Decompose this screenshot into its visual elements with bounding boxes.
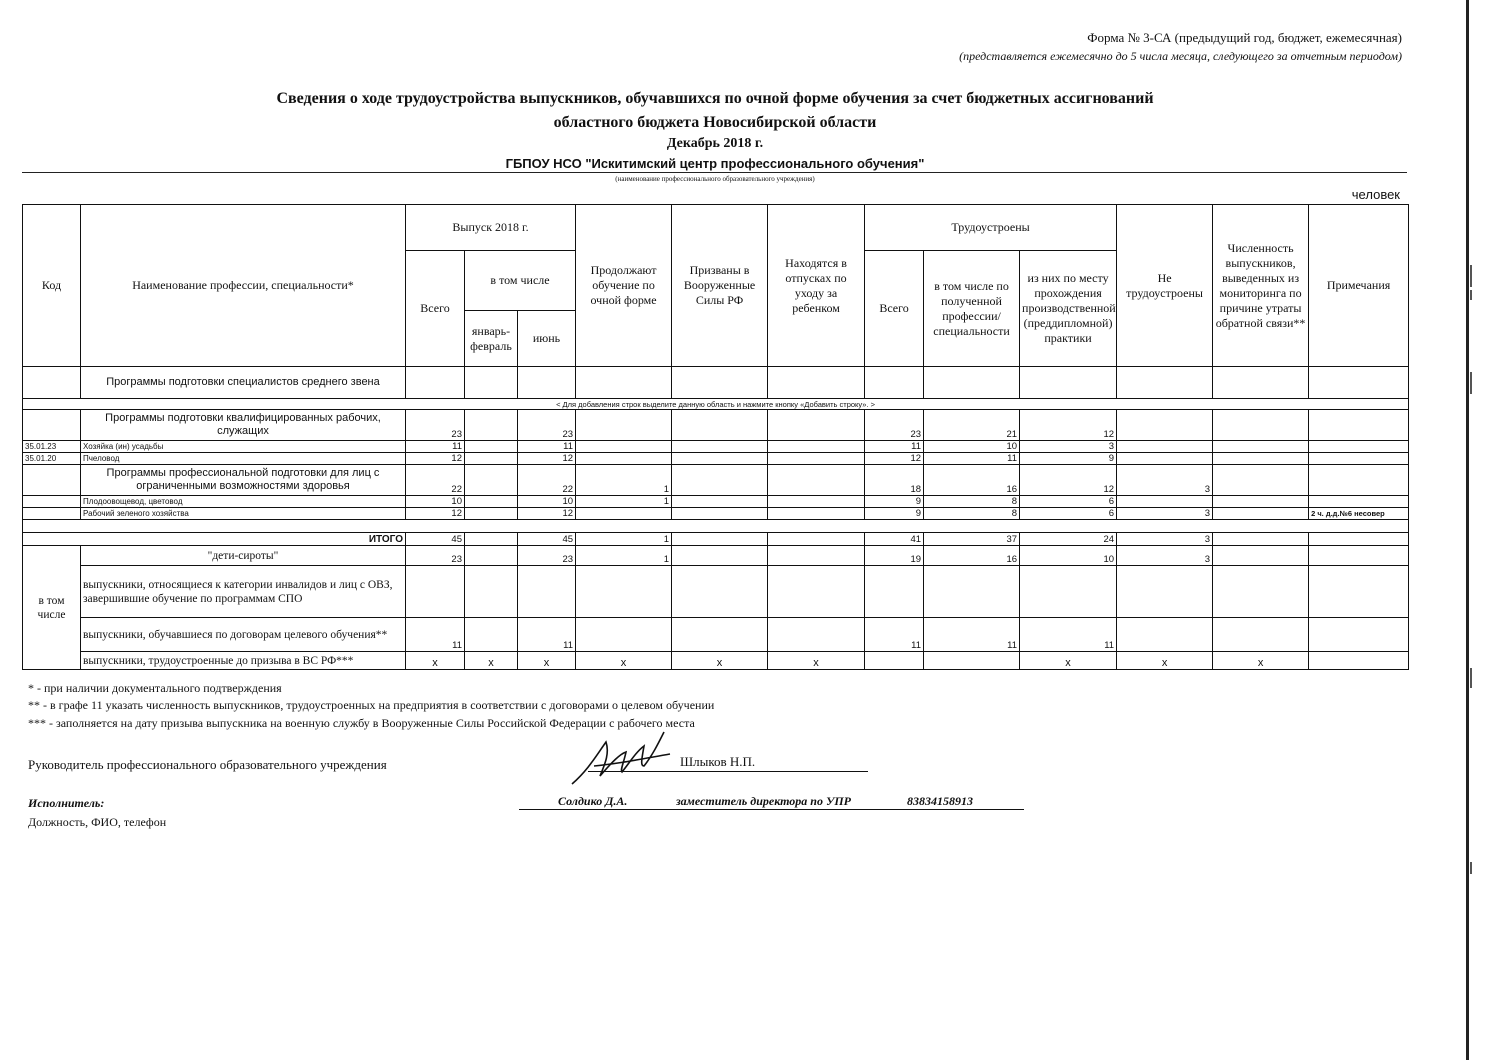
cell-total: 11 [406, 618, 465, 652]
header-code: Код [23, 205, 81, 367]
header-lost-contact: Численность выпускников, выведенных из мониторинга по причине утраты обратной связи** [1213, 205, 1309, 367]
organization-name: ГБПОУ НСО "Искитимский центр профессионального обучения" [505, 156, 925, 171]
cell-not-employed: 3 [1117, 546, 1213, 566]
cell-continue: 1 [576, 465, 672, 496]
cell-emp-prof: 8 [924, 508, 1020, 520]
cell-not-employed [1117, 496, 1213, 508]
cell-total: 12 [406, 508, 465, 520]
cell-emp-prof: 11 [924, 453, 1020, 465]
header-emp-total: Всего [865, 251, 924, 367]
cell-continue [576, 508, 672, 520]
margin-mark [1470, 372, 1472, 394]
header-army: Призваны в Вооруженные Силы РФ [672, 205, 768, 367]
head-sign-line [588, 771, 868, 772]
cell-june: 22 [518, 465, 576, 496]
cell-emp-prof: 8 [924, 496, 1020, 508]
cell-emp-total: 23 [865, 410, 924, 441]
cell-june: 12 [518, 453, 576, 465]
cell-code: 35.01.20 [23, 453, 81, 465]
cell-x: x [672, 652, 768, 670]
cell-emp-total: 11 [865, 441, 924, 453]
sub-army-label: выпускники, трудоустроенные до призыва в ВС РФ*** [81, 652, 406, 670]
cell-june: 23 [518, 410, 576, 441]
section-specialists: Программы подготовки специалистов среднего звена [81, 367, 406, 399]
cell-x: x [518, 652, 576, 670]
cell-emp-practice: 6 [1020, 496, 1117, 508]
unit-label: человек [1351, 187, 1400, 202]
cell-emp-practice: 12 [1020, 465, 1117, 496]
head-label: Руководитель профессионального образовательного учреждения [28, 757, 387, 772]
cell-emp-prof: 37 [924, 533, 1020, 546]
cell-total: 23 [406, 410, 465, 441]
organization-underline [22, 172, 1407, 173]
cell-june: 11 [518, 441, 576, 453]
cell-emp-practice: 12 [1020, 410, 1117, 441]
table-row [23, 496, 1409, 508]
executor-name: Солдико Д.А. [558, 794, 628, 808]
header-release: Выпуск 2018 г. [406, 205, 576, 251]
cell-x: x [1213, 652, 1309, 670]
cell-emp-total: 41 [865, 533, 924, 546]
head-name: Шлыков Н.П. [680, 754, 756, 769]
cell-june: 23 [518, 546, 576, 566]
cell-total: 10 [406, 496, 465, 508]
cell-x: x [768, 652, 865, 670]
executor-sign-line [519, 809, 1024, 810]
header-emp-by-profession: в том числе по полученной профессии/ специальности [924, 251, 1020, 367]
section-workers: Программы подготовки квалифицированных рабочих, служащих [81, 410, 406, 441]
cell-emp-prof: 10 [924, 441, 1020, 453]
header-emp-practice: из них по месту прохождения производственной (преддипломной) практики [1020, 251, 1117, 367]
cell-x: x [465, 652, 518, 670]
cell-x: x [1117, 652, 1213, 670]
employment-table [22, 204, 1409, 670]
add-rows-hint[interactable]: < Для добавления строк выделите данную область и нажмите кнопку «Добавить строку». > [23, 399, 1409, 410]
form-number: Форма № 3-СА (предыдущий год, бюджет, ежемесячная) [1087, 30, 1402, 45]
header-leave: Находятся в отпусках по уходу за ребенком [768, 205, 865, 367]
cell-total: 22 [406, 465, 465, 496]
margin-mark [1470, 668, 1472, 688]
header-name: Наименование профессии, специальности* [81, 205, 406, 367]
cell-notes [1309, 496, 1409, 508]
footnote-2: ** - в графе 11 указать численность выпускников, трудоустроенных на предприятия в соответствии с договорами о целевом обучении [28, 698, 715, 712]
cell-total: 11 [406, 441, 465, 453]
sub-disabled-label: выпускники, относящиеся к категории инвалидов и лиц с ОВЗ, завершившие обучение по программам СПО [81, 566, 406, 618]
executor-phone: 83834158913 [907, 794, 973, 808]
executor-label: Исполнитель: [28, 796, 105, 810]
cell-emp-total: 18 [865, 465, 924, 496]
cell-total: 23 [406, 546, 465, 566]
header-including: в том числе [465, 251, 576, 311]
header-continue-study: Продолжают обучение по очной форме [576, 205, 672, 367]
cell-name: Плодоовощевод, цветовод [81, 496, 406, 508]
page-edge-line [1466, 0, 1469, 1060]
header-june: июнь [518, 311, 576, 367]
itogo-label: ИТОГО [81, 533, 406, 546]
cell-emp-practice: 24 [1020, 533, 1117, 546]
cell-not-employed: 3 [1117, 465, 1213, 496]
header-not-employed: Не трудоустроены [1117, 205, 1213, 367]
cell-june: 12 [518, 508, 576, 520]
cell-emp-prof: 21 [924, 410, 1020, 441]
cell-code: 35.01.23 [23, 441, 81, 453]
cell-continue: 1 [576, 533, 672, 546]
cell-not-employed: 3 [1117, 533, 1213, 546]
cell-total: 12 [406, 453, 465, 465]
orphans-label: "дети-сироты" [81, 546, 406, 566]
organization-caption: (наименование профессионального образовательного учреждения) [615, 175, 815, 183]
report-period: Декабрь 2018 г. [666, 136, 764, 151]
section-disabilities: Программы профессиональной подготовки для лиц с ограниченными возможностями здоровья [81, 465, 406, 496]
cell-emp-prof: 16 [924, 465, 1020, 496]
cell-emp-practice: 10 [1020, 546, 1117, 566]
table-row [23, 508, 1409, 520]
margin-mark [1470, 290, 1472, 300]
position-caption: Должность, ФИО, телефон [28, 815, 167, 829]
cell-emp-practice: 11 [1020, 618, 1117, 652]
form-note: (представляется ежемесячно до 5 числа месяца, следующего за отчетным периодом) [959, 49, 1402, 63]
cell-x: x [1020, 652, 1117, 670]
executor-position: заместитель директора по УПР [676, 794, 851, 808]
cell-june: 45 [518, 533, 576, 546]
footnote-3: *** - заполняется на дату призыва выпускника на военную службу в Вооруженные Силы Российской Федерации с рабочего места [28, 716, 695, 730]
cell-total: 45 [406, 533, 465, 546]
cell-emp-practice: 6 [1020, 508, 1117, 520]
cell-x: x [406, 652, 465, 670]
cell-emp-total: 9 [865, 508, 924, 520]
sub-target-label: выпускники, обучавшиеся по договорам целевого обучения** [81, 618, 406, 652]
cell-x: x [576, 652, 672, 670]
table-row [23, 453, 1409, 465]
margin-mark [1470, 265, 1472, 287]
header-notes: Примечания [1309, 205, 1409, 367]
cell-name: Рабочий зеленого хозяйства [81, 508, 406, 520]
report-title-line2: областного бюджета Новосибирской области [553, 114, 877, 131]
cell-emp-practice: 9 [1020, 453, 1117, 465]
margin-mark [1470, 862, 1472, 874]
header-employed: Трудоустроены [865, 205, 1117, 251]
cell-continue: 1 [576, 496, 672, 508]
cell-emp-prof: 16 [924, 546, 1020, 566]
cell-emp-total: 12 [865, 453, 924, 465]
cell-name: Хозяйка (ин) усадьбы [81, 441, 406, 453]
header-release-total: Всего [406, 251, 465, 367]
cell-june: 11 [518, 618, 576, 652]
including-label: в том числе [23, 546, 81, 670]
header-jan-feb: январь-февраль [465, 311, 518, 367]
footnote-1: * - при наличии документального подтверждения [28, 681, 282, 695]
cell-emp-total: 19 [865, 546, 924, 566]
report-title-line1: Сведения о ходе трудоустройства выпускников, обучавшихся по очной форме обучения за счет бюджетных ассигнований [276, 90, 1154, 107]
cell-emp-practice: 3 [1020, 441, 1117, 453]
cell-continue: 1 [576, 546, 672, 566]
cell-emp-prof: 11 [924, 618, 1020, 652]
table-row [23, 441, 1409, 453]
cell-emp-total: 9 [865, 496, 924, 508]
signature-graphic [566, 726, 678, 790]
cell-name: Пчеловод [81, 453, 406, 465]
cell-june: 10 [518, 496, 576, 508]
cell-emp-total: 11 [865, 618, 924, 652]
cell-not-employed: 3 [1117, 508, 1213, 520]
cell-notes: 2 ч. д.д.№6 несовер [1309, 508, 1409, 520]
